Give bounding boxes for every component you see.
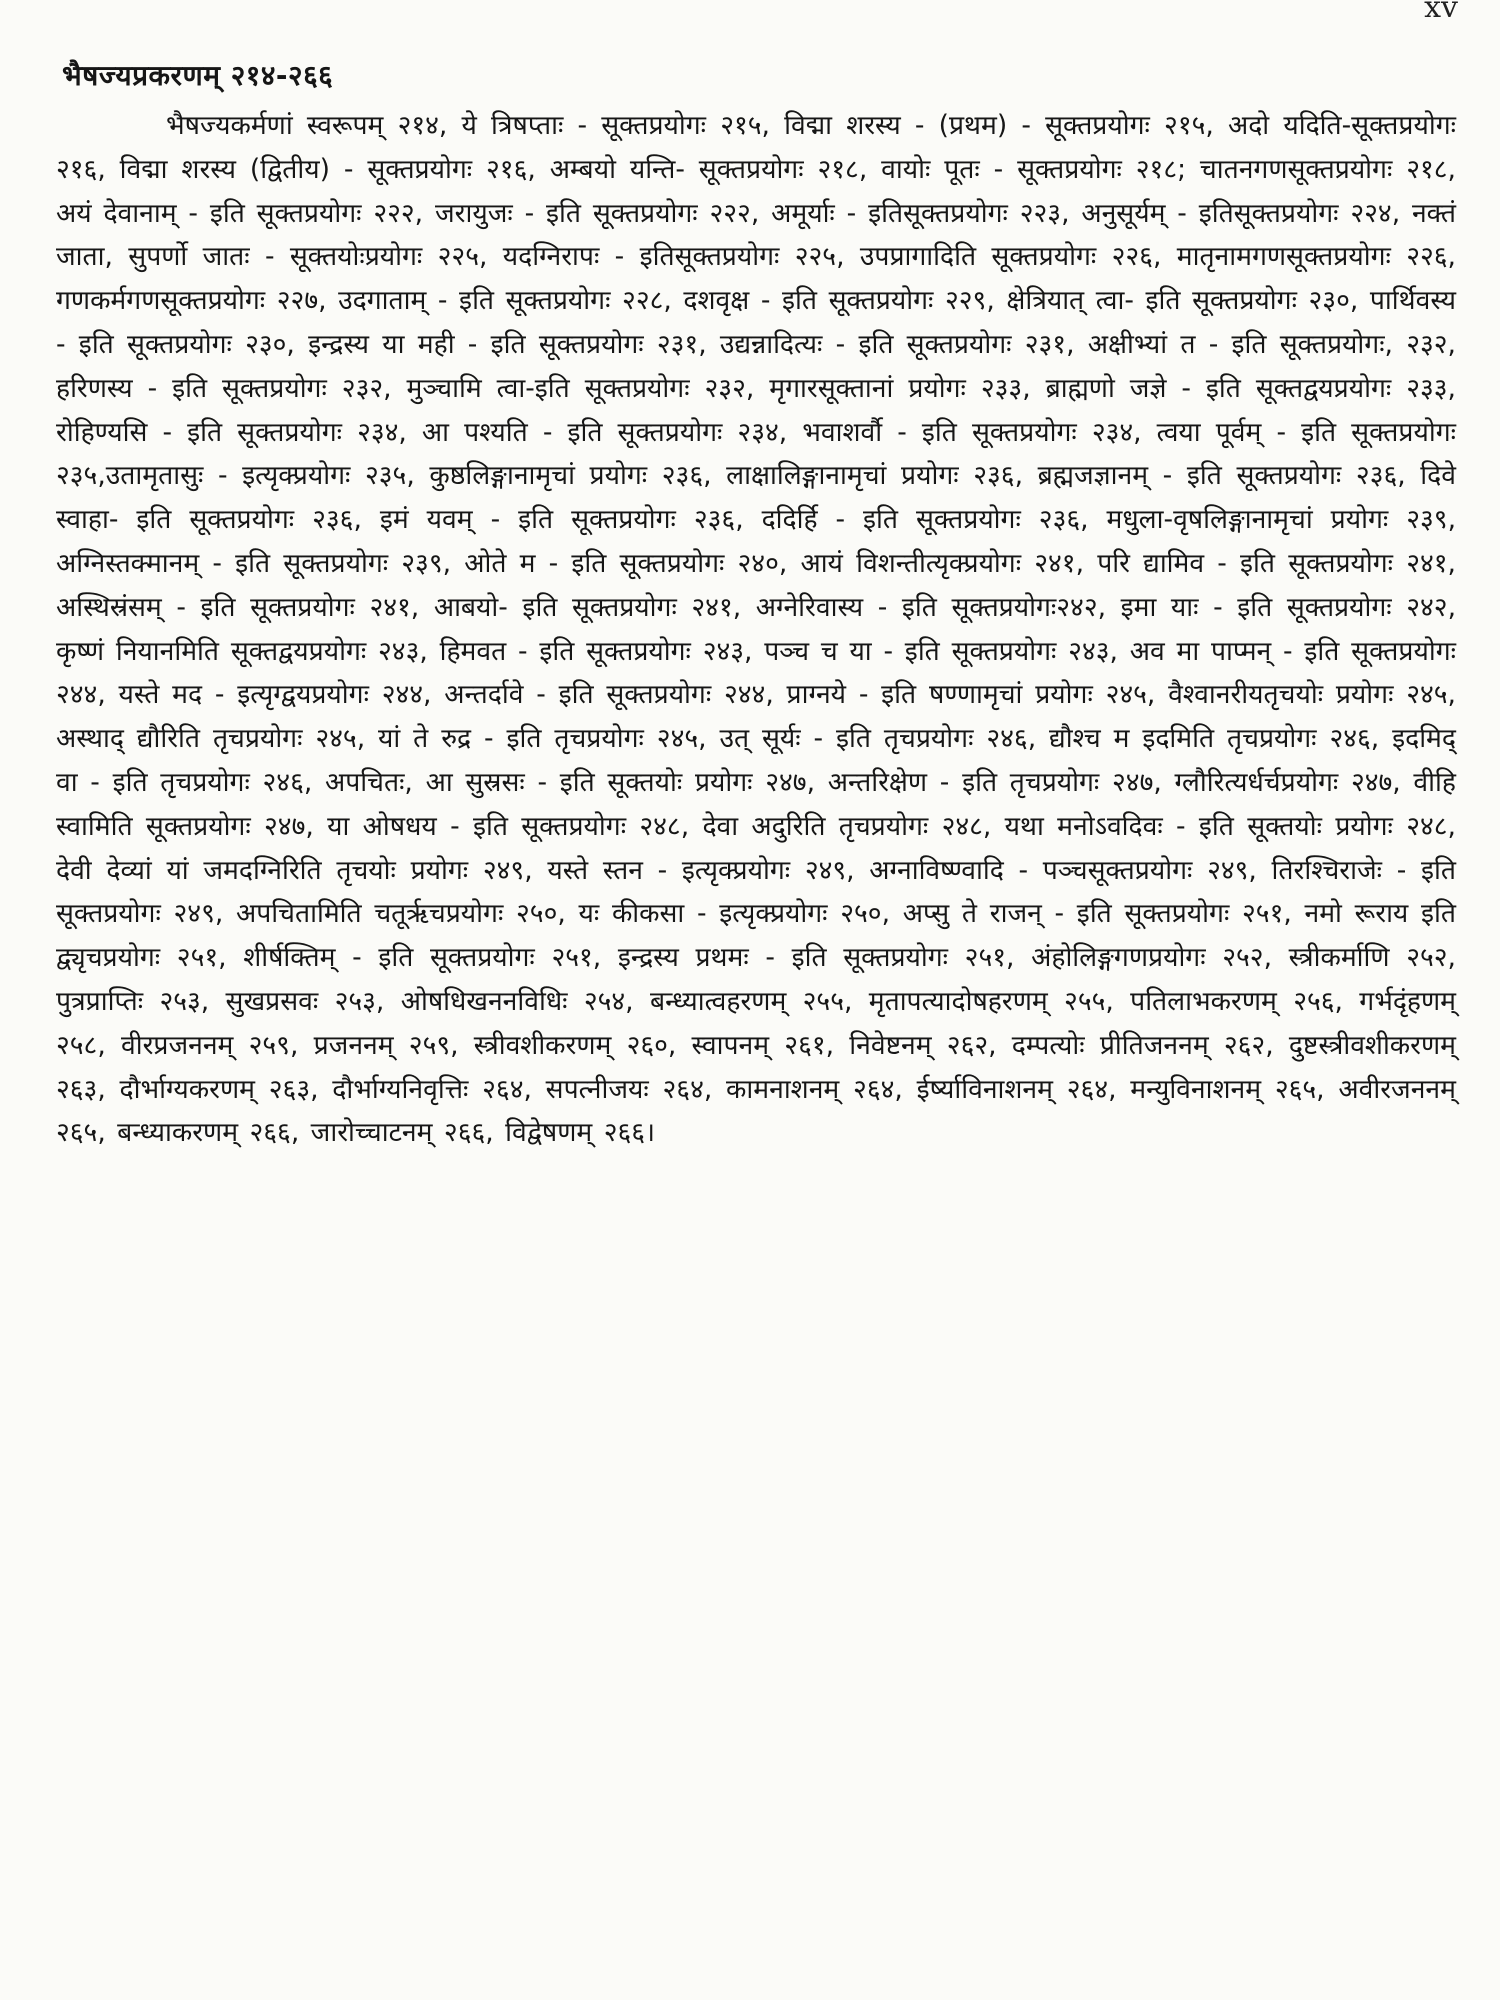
text-line: तृचयोः प्रयोगः २४९, यस्ते स्तन - इत्यृक्प्रयोगः २४९, अग्नाविष्ण्वादि - पञ्चसूक्तप्रयोगः २४९, bbox=[336, 854, 1257, 886]
text-line: २३१, अक्षीभ्यां त - इति सूक्तप्रयोगः, २३२, हरिणस्य - इति सूक्तप्रयोगः २३२, मुञ्चामि त्वा-इति bbox=[56, 328, 1456, 404]
text-line: सूक्तप्रयोगः २४१, अस्थिस्रंसम् - इति सूक्तप्रयोगः २४१, आबयो- इति सूक्तप्रयोगः २४१, bbox=[56, 547, 1456, 623]
text-line: मन्युविनाशनम् २६५, अवीरजननम् २६५, बन्ध्याकरणम् २६६, जारोच्चाटनम् २६६, विद्वेषणम् bbox=[56, 1073, 1456, 1149]
text-line: सूक्तप्रयोगः २३६, मधुला-वृषलिङ्गानामृचां प्रयोगः २३९, अग्निस्तक्मानम् - इति सूक्तप्रयोगः bbox=[56, 504, 1456, 579]
text-line: २४७, वीहि स्वामिति सूक्तप्रयोगः २४७, या ओषधय - इति सूक्तप्रयोगः २४८, देवा अदुरिति bbox=[56, 766, 1456, 842]
text-line: मातृनामगणसूक्तप्रयोगः २२६, गणकर्मगणसूक्तप्रयोगः २२७, उदगाताम् - इति सूक्तप्रयोगः २२८, bbox=[56, 241, 1456, 317]
text-line: अयं देवानाम् - इति सूक्तप्रयोगः २२२, जरायुजः - इति सूक्तप्रयोगः २२२, अमूर्याः - bbox=[56, 197, 857, 229]
text-line: तिरश्चिराजेः - इति सूक्तप्रयोगः २४९, अपचितामिति चतूरृचप्रयोगः २५०, यः कीकसा - bbox=[56, 854, 1456, 930]
text-line: रोहिण्यसि - इति सूक्तप्रयोगः २३४, आ पश्यति - इति सूक्तप्रयोगः २३४, भवाशर्वौ - इति bbox=[56, 416, 957, 448]
text-line: २६३, दौर्भाग्यनिवृत्तिः २६४, सपत्नीजयः २६४, कामनाशनम् २६४, ईर्ष्याविनाशनम् २६४, bbox=[268, 1073, 1117, 1105]
text-line: सूक्तद्वयप्रयोगः २४३, हिमवत - इति सूक्तप्रयोगः २४३, पञ्च च या - इति सूक्तप्रयोगः २४३, bbox=[230, 635, 1118, 667]
text-line: सुस्रसः - इति सूक्तयोः प्रयोगः २४७, अन्तरिक्षेण - इति तृचप्रयोगः २४७, ग्लौरित्यर्धर्चप्रयोगः bbox=[465, 766, 1339, 798]
text-line: अग्नेरिवास्य - इति सूक्तप्रयोगः२४२, इमा याः - इति सूक्तप्रयोगः २४२, कृष्णं नियानमिति bbox=[56, 591, 1456, 667]
text-line: २५६, गर्भदृंहणम् २५८, वीरप्रजननम् २५९, प्रजननम् २५९, स्त्रीवशीकरणम् २६०, स्वापनम् bbox=[56, 985, 1456, 1061]
section-heading: भैषज्यप्रकरणम् २१४-२६६ bbox=[62, 59, 334, 92]
text-line: अंहोलिङ्गगणप्रयोगः २५२, स्त्रीकर्माणि २५२, पुत्रप्राप्तिः २५३, सुखप्रसवः २५३, bbox=[56, 942, 1456, 1017]
text-line: सूक्तप्रयोगः २३२, मृगारसूक्तानां प्रयोगः २३३, ब्राह्मणो जज्ञे - इति सूक्तद्वयप्रयोगः २३३, bbox=[584, 372, 1456, 404]
text-line: २३६, दिवे स्वाहा- इति सूक्तप्रयोगः २३६, इमं यवम् - इति सूक्तप्रयोगः २३६, ददिर्हि - इति bbox=[56, 460, 1456, 536]
text-line: सूक्तयोःप्रयोगः २२५, यदग्निरापः - इतिसूक्तप्रयोगः २२५, उपप्रागादिति सूक्तप्रयोगः २२६, bbox=[289, 241, 1162, 273]
text-line: २४६, द्यौश्च म इदमिति तृचप्रयोगः २४६, इदमिद् वा - इति तृचप्रयोगः २४६, अपचितः, आ bbox=[56, 723, 1456, 798]
text-line: २५१, शीर्षक्तिम् - इति सूक्तप्रयोगः २५१, इन्द्रस्य प्रथमः - इति सूक्तप्रयोगः २५१, bbox=[176, 942, 1015, 974]
text-line: सूक्तप्रयोगः २४४, प्राग्नये - इति षण्णामृचां प्रयोगः २४५, वैश्वानरीयतृचयोः प्रयोगः २४५, bbox=[606, 679, 1456, 711]
text-line: तृचप्रयोगः २४८, यथा मनोऽवदिवः - इति सूक्तयोः प्रयोगः २४८, देवी देव्यां यां जमदग्निरिति bbox=[56, 810, 1456, 886]
page-number: xv bbox=[1424, 0, 1458, 25]
text-line: अव मा पाप्मन् - इति सूक्तप्रयोगः २४४, यस्ते मद - इत्यृग्द्वयप्रयोगः २४४, अन्तर्दावे - इति bbox=[56, 635, 1456, 711]
text-line: दशवृक्ष - इति सूक्तप्रयोगः २२९, क्षेत्रियात् त्वा- इति सूक्तप्रयोगः २३०, पार्थिवस्य - इति bbox=[56, 285, 1456, 360]
text-line: २६६। bbox=[603, 1117, 656, 1149]
section-body bbox=[56, 104, 1456, 1155]
text-line: इतिसूक्तप्रयोगः २२३, अनुसूर्यम् - इतिसूक्तप्रयोगः २२४, नक्तं जाता, सुपर्णो जातः - bbox=[56, 197, 1456, 273]
text-line: २६१, निवेष्टनम् २६२, दम्पत्योः प्रीतिजननम् २६२, दुष्टस्त्रीवशीकरणम् २६३, दौर्भाग्यकरणम् bbox=[56, 1029, 1457, 1105]
text-line: अम्बयो यन्ति- सूक्तप्रयोगः २१८, वायोः पूतः - सूक्तप्रयोगः २१८; चातनगणसूक्तप्रयोगः २१८, bbox=[549, 153, 1456, 185]
text-line: अस्थाद् द्यौरिति तृचप्रयोगः २४५, यां ते रुद्र - इति तृचप्रयोगः २४५, उत् सूर्यः - इति तृचप्रयोगः bbox=[56, 723, 974, 755]
text-line: भैषज्यकर्मणां स्वरूपम् २१४, ये त्रिषप्ताः - सूक्तप्रयोगः २१५, विद्मा शरस्य - (प्रथम) - bbox=[166, 110, 1031, 141]
text-line: सूक्तप्रयोगः २३०, इन्द्रस्य या मही - इति सूक्तप्रयोगः २३१, उद्यन्नादित्यः - इति सूक्तप्रयोगः bbox=[127, 328, 1012, 360]
text-line: इत्यृक्प्रयोगः २५०, अप्सु ते राजन् - इति सूक्तप्रयोगः २५१, नमो रूराय इति द्व्यृचप्रयोगः bbox=[56, 898, 1456, 974]
text-line: कुष्ठलिङ्गानामृचां प्रयोगः २३६, लाक्षालिङ्गानामृचां प्रयोगः २३६, ब्रह्मजज्ञानम् - इति सूक्तप्रयोगः bbox=[429, 460, 1342, 492]
text-line: २३९, ओते म - इति सूक्तप्रयोगः २४०, आयं विशन्तीत्यृक्प्रयोगः २४१, परि द्यामिव - इति bbox=[401, 547, 1276, 579]
text-line: सूक्तप्रयोगः २१५, अदो यदिति-सूक्तप्रयोगः २१६, विद्मा शरस्य (द्वितीय) - सूक्तप्रयोगः २१६, bbox=[56, 110, 1456, 185]
text-line: ओषधिखननविधिः २५४, बन्ध्यात्वहरणम् २५५, मृतापत्यादोषहरणम् २५५, पतिलाभकरणम् bbox=[400, 985, 1277, 1017]
text-line: सूक्तप्रयोगः २३४, त्वया पूर्वम् - इति सूक्तप्रयोगः २३५,उतामृतासुः - इत्यृक्प्रयोगः २३५, bbox=[56, 416, 1456, 492]
